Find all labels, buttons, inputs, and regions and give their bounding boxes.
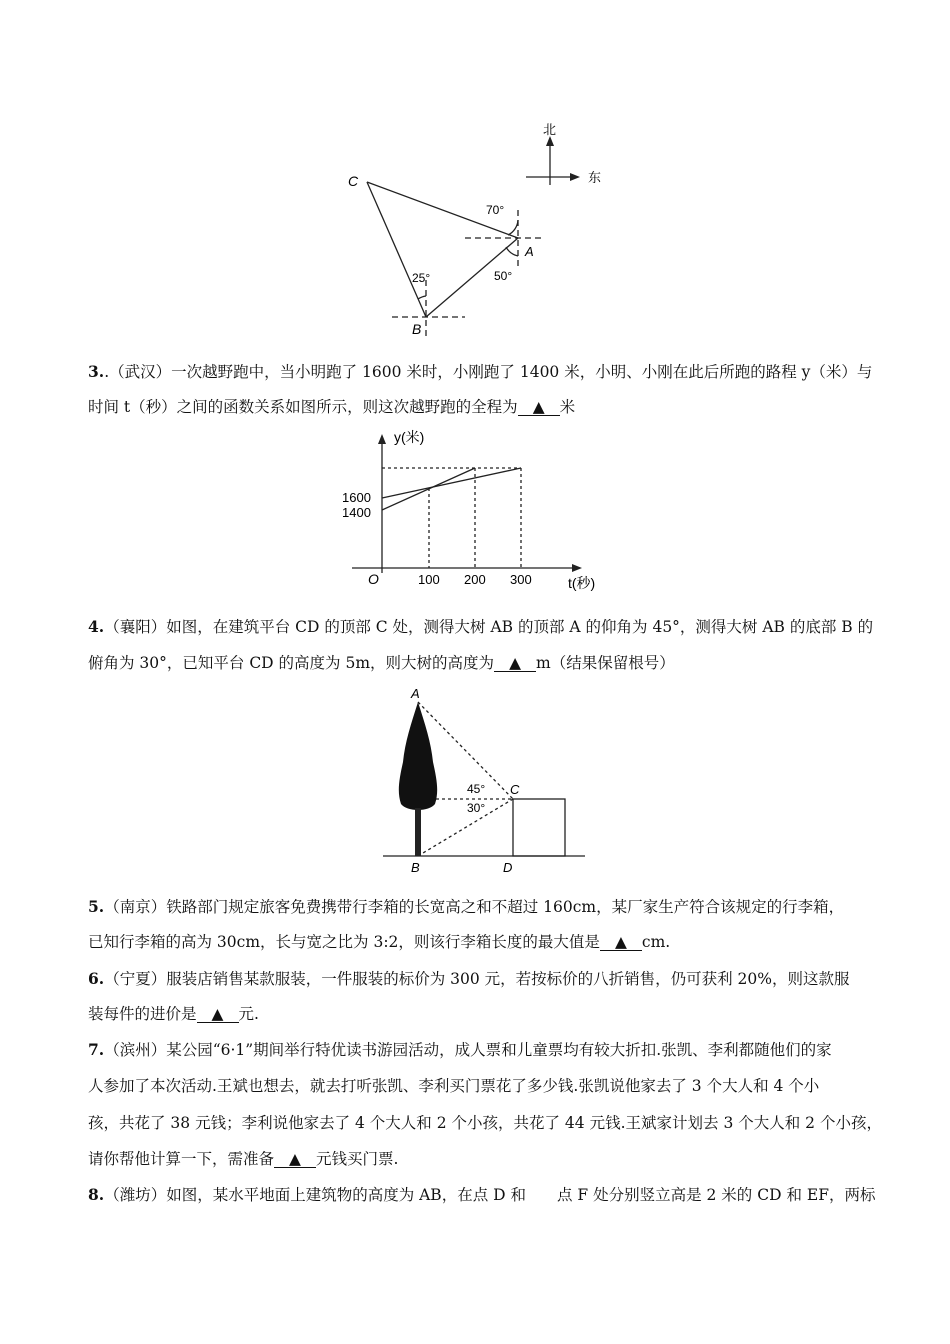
q4-line2 bbox=[88, 653, 675, 673]
q6-line2 bbox=[88, 1004, 259, 1024]
q7-answer-blank[interactable]: ▲ bbox=[274, 1151, 316, 1168]
distance-time-graph bbox=[338, 428, 628, 598]
angle-50-label: 50° bbox=[494, 269, 513, 283]
q7-number: 7. bbox=[88, 1040, 105, 1059]
q5-number: 5. bbox=[88, 897, 105, 916]
q7-text-line4: 请你帮他计算一下，需准备 bbox=[88, 1150, 275, 1168]
q6-text-line1: （宁夏）服装店销售某款服装，一件服装的标价为 300 元，若按标价的八折销售，仍可获利 20%，则这款服 bbox=[104, 970, 850, 988]
q5-line2 bbox=[88, 932, 670, 952]
x-axis-arrow-icon bbox=[572, 564, 582, 572]
q3-line1 bbox=[88, 362, 872, 382]
q5-answer-blank[interactable]: ▲ bbox=[600, 934, 642, 951]
q3-text-line1: .（武汉）一次越野跑中，当小明跑了 1600 米时，小刚跑了 1400 米，小明、小刚在此后所跑的路程 y（米）与 bbox=[104, 363, 873, 381]
point-a-label: A bbox=[525, 244, 534, 259]
q8-number: 8. bbox=[88, 1185, 105, 1204]
q7-text-line4-end: 元钱买门票. bbox=[316, 1150, 399, 1168]
q7-text-line3: 孩，共花了 38 元钱；李利说他家去了 4 个大人和 2 个小孩，共花了 44 元钱.王斌家计划去 3 个大人和 2 个小孩， bbox=[88, 1114, 882, 1132]
east-arrow-icon bbox=[570, 173, 580, 181]
q3-line2 bbox=[88, 397, 575, 417]
q7-line4 bbox=[88, 1149, 398, 1169]
q4-answer-blank[interactable]: ▲ bbox=[494, 655, 536, 672]
tick-300: 300 bbox=[510, 572, 532, 587]
tick-100: 100 bbox=[418, 572, 440, 587]
angle-25-arc bbox=[418, 296, 426, 299]
q4-number: 4. bbox=[88, 617, 105, 636]
q5-text-line2: 已知行李箱的高为 30cm，长与宽之比为 3:2，则该行李箱长度的最大值是 bbox=[88, 933, 600, 951]
q8-line1 bbox=[88, 1185, 875, 1205]
tick-1400: 1400 bbox=[342, 505, 371, 520]
tree-bottom-label: B bbox=[411, 860, 420, 874]
q7-text-line2: 人参加了本次活动.王斌也想去，就去打听张凯、李利买门票花了多少钱.张凯说他家去了 3 个大人和 4 个小 bbox=[88, 1077, 820, 1095]
tree-icon bbox=[399, 702, 437, 810]
tree-platform-figure bbox=[375, 684, 590, 874]
segment-cb bbox=[367, 182, 426, 317]
east-label: 东 bbox=[588, 170, 602, 185]
q4-text-line1: （襄阳）如图，在建筑平台 CD 的顶部 C 处，测得大树 AB 的顶部 A 的仰角为 45°，测得大树 AB 的底部 B 的 bbox=[104, 618, 874, 636]
platform-top-label: C bbox=[510, 782, 520, 797]
y-axis-arrow-icon bbox=[378, 434, 386, 444]
q6-line1 bbox=[88, 969, 850, 989]
q6-text-line2: 装每件的进价是 bbox=[88, 1005, 197, 1023]
q3-text-line2-end: 米 bbox=[559, 398, 576, 416]
angle-50-arc bbox=[506, 247, 518, 256]
tick-1600: 1600 bbox=[342, 490, 371, 505]
q3-text-line2: 时间 t（秒）之间的函数关系如图所示，则这次越野跑的全程为 bbox=[88, 398, 518, 416]
graph-xlabel: t(秒) bbox=[568, 575, 596, 591]
q8-text-line1: （潍坊）如图，某水平地面上建筑物的高度为 AB，在点 D 和 点 F 处分别竖立高是 2 米的 CD 和 EF，两标 bbox=[104, 1186, 876, 1204]
q6-text-line2-end: 元. bbox=[238, 1005, 259, 1023]
q3-answer-blank[interactable]: ▲ bbox=[518, 399, 560, 416]
angle-70-label: 70° bbox=[486, 203, 505, 217]
angle-70-arc bbox=[508, 220, 518, 235]
graph-origin: O bbox=[368, 571, 379, 587]
q5-text-line2-end: cm. bbox=[641, 933, 671, 951]
q7-line3 bbox=[88, 1113, 882, 1133]
angle-30-label: 30° bbox=[467, 801, 486, 815]
tree-trunk bbox=[415, 808, 421, 856]
sight-cb bbox=[418, 799, 513, 856]
north-label: 北 bbox=[543, 122, 557, 137]
q7-line2 bbox=[88, 1076, 819, 1096]
graph-ylabel: y(米) bbox=[394, 429, 425, 445]
q4-line1 bbox=[88, 617, 873, 637]
north-arrow-icon bbox=[546, 136, 554, 146]
q7-text-line1: （滨州）某公园“6·1”期间举行特优读书游园活动，成人票和儿童票均有较大折扣.张凯、李利都随他们的家 bbox=[104, 1041, 832, 1059]
q4-text-line2-end: m（结果保留根号） bbox=[536, 654, 675, 672]
angle-25-label: 25° bbox=[412, 271, 431, 285]
bearing-figure bbox=[330, 120, 620, 350]
tick-200: 200 bbox=[464, 572, 486, 587]
q4-text-line2: 俯角为 30°，已知平台 CD 的高度为 5m，则大树的高度为 bbox=[88, 654, 495, 672]
xiaoming-line bbox=[382, 468, 521, 498]
q5-line1 bbox=[88, 897, 844, 917]
point-b-label: B bbox=[412, 321, 422, 337]
angle-45-label: 45° bbox=[467, 782, 486, 796]
q7-line1 bbox=[88, 1040, 832, 1060]
q6-number: 6. bbox=[88, 969, 105, 988]
q6-answer-blank[interactable]: ▲ bbox=[197, 1006, 239, 1023]
q3-number: 3. bbox=[88, 362, 105, 381]
platform-cd bbox=[513, 799, 565, 856]
platform-bottom-label: D bbox=[503, 860, 513, 874]
q5-text-line1: （南京）铁路部门规定旅客免费携带行李箱的长宽高之和不超过 160cm，某厂家生产符合该规定的行李箱， bbox=[104, 898, 845, 916]
point-c-label: C bbox=[348, 173, 359, 189]
tree-top-label: A bbox=[411, 686, 420, 701]
